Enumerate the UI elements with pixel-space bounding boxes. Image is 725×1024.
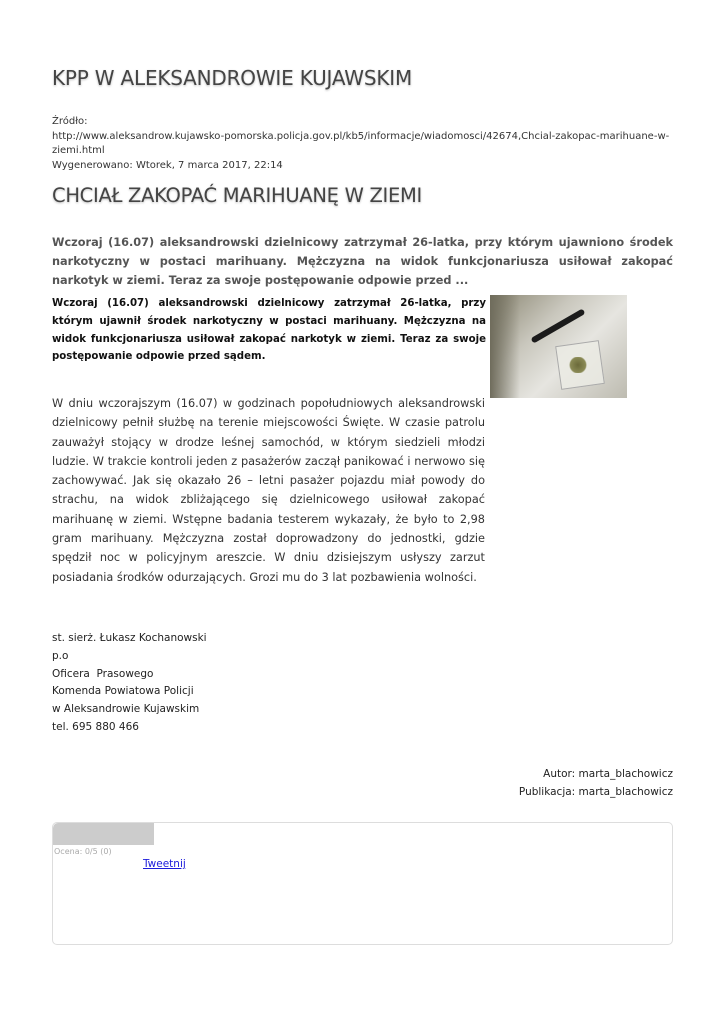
rating-panel (52, 822, 673, 945)
signature-line: Oficera Prasowego (52, 667, 154, 680)
article-intro: Wczoraj (16.07) aleksandrowski dzielnicowy zatrzymał 26-latka, przy którym ujawnił środek narkotyczny w postaci marihuany. Mężczyzna na widok funkcjonariusza usiłował zakopać narkotyk w ziemi. Teraz za swoje postępowanie odpowie przed sądem. (52, 298, 486, 363)
signature-line: tel. 695 880 466 (52, 720, 139, 733)
article-body: W dniu wczorajszym (16.07) w godzinach popołudniowych aleksandrowski dzielnicowy pełnił służbę na terenie miejscowości Święte. W czasie patrolu zauważył stojący w drodze leśnej samochód, w którym siedzieli młodzi ludzie. W trakcie kontroli jeden z pasażerów zaczął panikować i nerwowo się zachowywać. Jak się okazało 26 – letni pasażer pojazdu miał powody do strachu, na widok zbliżającego się dzielnicowego usiłował zakopać marihuanę w ziemi. Wstępne badania testerem wykazały, że było to 2,98 gram marihuany. Mężczyzna został doprowadzony do jednostki, gdzie spędził noc w policyjnym areszcie. W dniu dzisiejszym usłyszy zarzut posiadania środków odurzających. Grozi mu do 3 lat pozbawienia wolności. (52, 397, 485, 584)
pipe-shape (531, 308, 586, 343)
rating-bar[interactable] (53, 823, 154, 845)
article-title: CHCIAŁ ZAKOPAĆ MARIHUANĘ W ZIEMI (52, 184, 422, 207)
signature-line: p.o (52, 649, 69, 662)
author: Autor: marta_blachowicz (543, 768, 673, 780)
source-url: http://www.aleksandrow.kujawsko-pomorska.policja.gov.pl/kb5/informacje/wiadomosci/42674,Chcial-zakopac-marihuane-w-ziemi.html (52, 130, 670, 156)
source-label: Źródło: (52, 116, 88, 127)
signature-line: Komenda Powiatowa Policji (52, 685, 194, 698)
article-photo (490, 295, 627, 398)
publication: Publikacja: marta_blachowicz (518, 785, 673, 798)
article-lead: Wczoraj (16.07) aleksandrowski dzielnicowy zatrzymał 26-latka, przy którym ujawniono środek narkotyczny w postaci marihuany. Mężczyzna na widok funkcjonariusza usiłował zakopać narkotyk w ziemi. Teraz za swoje postępowanie odpowie przed ... (52, 236, 673, 287)
rating-text: Ocena: 0/5 (0) (54, 847, 112, 856)
site-title: KPP W ALEKSANDROWIE KUJAWSKIM (52, 66, 413, 90)
author-info (519, 766, 673, 802)
tweet-link[interactable]: Tweetnij (143, 858, 186, 870)
source-meta (52, 115, 674, 173)
signature-line: st. sierż. Łukasz Kochanowski (52, 632, 207, 644)
generated-date: Wygenerowano: Wtorek, 7 marca 2017, 22:14 (52, 159, 283, 171)
signature-line: w Aleksandrowie Kujawskim (52, 703, 200, 716)
signature-block (52, 630, 207, 737)
